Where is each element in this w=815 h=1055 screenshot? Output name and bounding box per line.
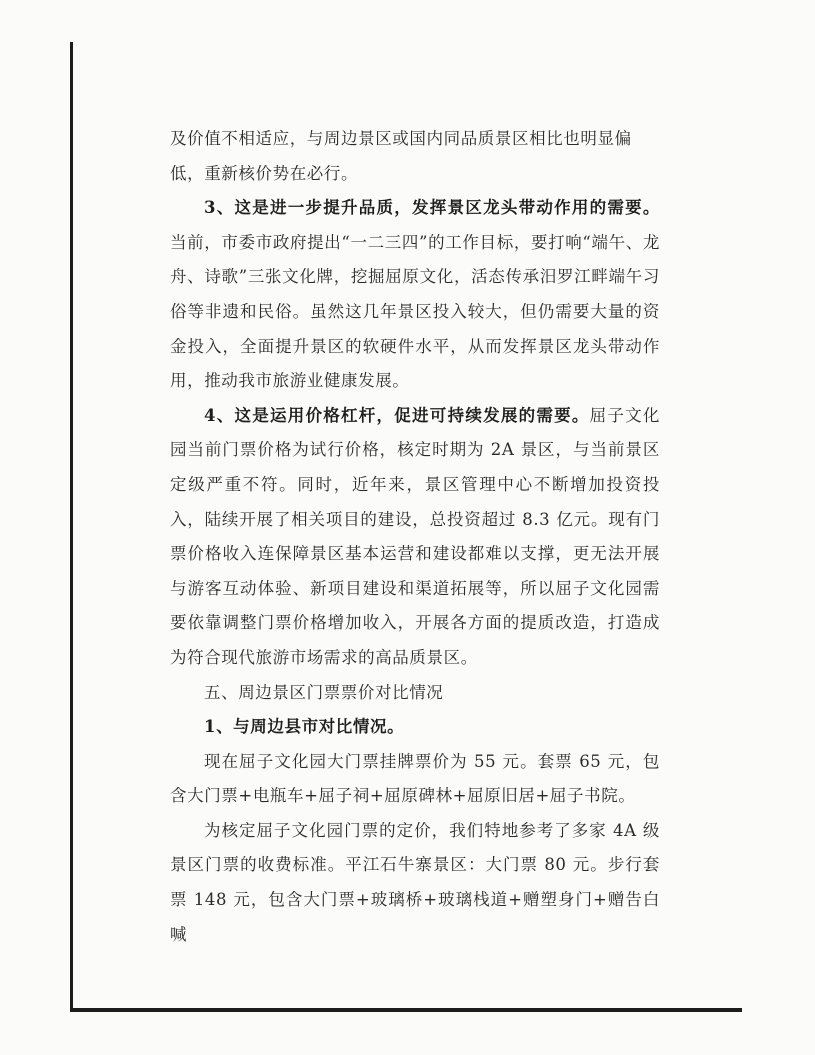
point-3-lead: 3、这是进一步提升品质，发挥景区龙头带动作用的需要。	[204, 198, 660, 218]
point-4-body: 屈子文化园当前门票价格为试行价格，核定时期为 2A 景区，与当前景区定级严重不符。同时，近年来，景区管理中心不断增加投资投入，陆续开展了相关项目的建设，总投资超过 8.3 亿元。现有门票价格收入连保障景区基本运营和建设都难以支撑，更无法开展与游客互动体验、新项目建设和渠道拓展等，所以屈子文化园需要依靠调整门票价格增加收入，开展各方面的提质改造，打造成为符合现代旅游市场需求的高品质景区。	[170, 405, 660, 667]
paragraph-reference-prices: 为核定屈子文化园门票的定价，我们特地参考了多家 4A 级景区门票的收费标准。平江石牛寨景区：大门票 80 元。步行套票 148 元，包含大门票+玻璃桥+玻璃栈道+赠塑身门+赠告白喊	[170, 820, 660, 944]
paragraph-ticket-price: 现在屈子文化园大门票挂牌票价为 55 元。套票 65 元，包含大门票+电瓶车+屈子祠+屈原碑林+屈原旧居+屈子书院。	[170, 751, 660, 806]
page-left-border	[70, 42, 73, 1012]
subsection-heading: 1、与周边县市对比情况。	[204, 717, 405, 737]
point-4-lead: 4、这是运用价格杠杆，促进可持续发展的需要。	[204, 405, 590, 425]
section-heading: 五、周边景区门票票价对比情况	[204, 682, 444, 702]
document-body	[170, 122, 660, 952]
paragraph-point-3	[170, 191, 660, 399]
paragraph-continuation	[170, 122, 660, 191]
point-3-body: 当前，市委市政府提出“一二三四”的工作目标，要打响“端午、龙舟、诗歌”三张文化牌，挖掘屈原文化，活态传承汨罗江畔端午习俗等非遗和民俗。虽然这几年景区投入较大，但仍需要大量的资金投入，全面提升景区的软硬件水平，从而发挥景区龙头带动作用，推动我市旅游业健康发展。	[170, 232, 660, 391]
paragraph-point-4	[170, 399, 660, 676]
paragraph-line: 及价值不相适应，与周边景区或国内同品质景区相比也明显偏	[170, 129, 632, 148]
page-bottom-border	[72, 1008, 742, 1012]
paragraph-line: 低，重新核价势在必行。	[170, 163, 359, 183]
